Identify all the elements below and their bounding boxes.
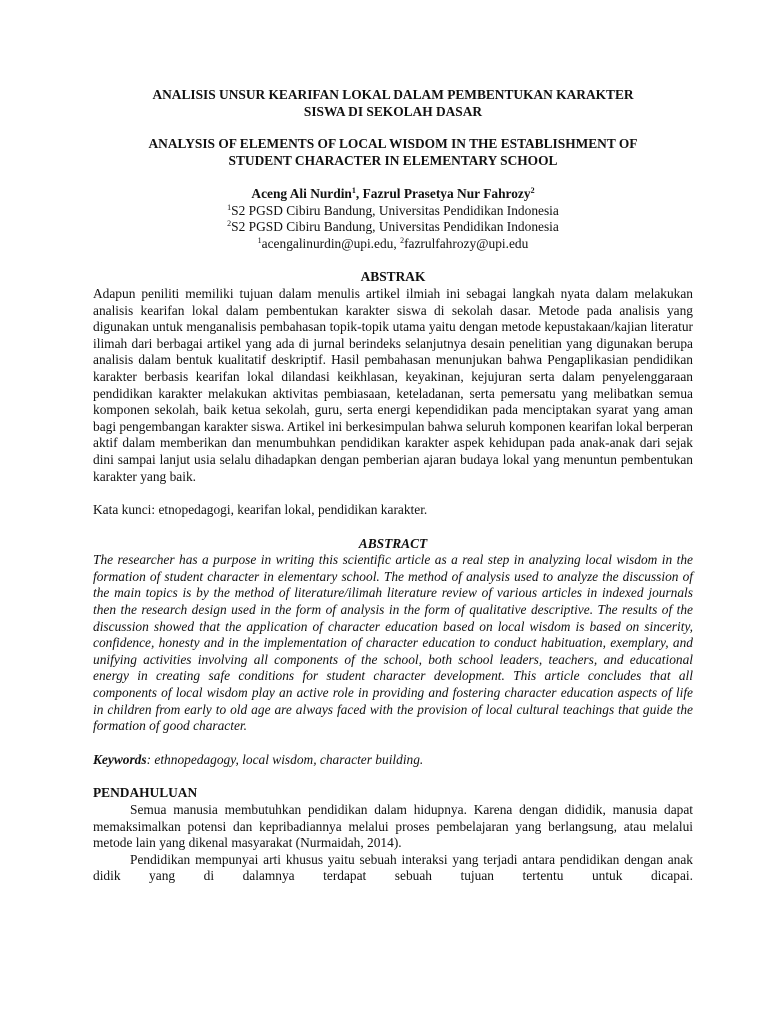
author-separator: ,: [355, 186, 363, 201]
email-2: fazrulfahrozy@upi.edu: [404, 235, 529, 251]
affiliation-2: [93, 219, 693, 236]
title-indonesian-line1: ANALISIS UNSUR KEARIFAN LOKAL DALAM PEMBENTUKAN KARAKTER: [152, 87, 634, 102]
affiliation-2-sup: 2: [227, 219, 232, 229]
abstract-body: The researcher has a purpose in writing this scientific article as a real step in analyzing local wisdom in the formation of student character in elementary school. The method of analysis used to analyze the discussion of the main topics is by the method of literature/ilimah literature review of various articles in indexed journals then the research design used in the form of analysis in the form of qualitative descriptive. The results of the discussion showed that the application of character education based on local wisdom is based on sincerity, confidence, honesty and in the implementation of character education to conduct habituation, exemplary, and unifying activities involving all components of the school, both school leaders, teachers, and educational energy in creating safe conditions for student character development. This article concludes that all components of local wisdom play an active role in providing and fostering character education aspects of life in children from early to old age are always faced with the provision of local cultural teachings that guide the formation of good character.: [93, 552, 693, 734]
email-line: [93, 236, 693, 253]
abstract-keywords-label: Keywords: [93, 751, 147, 767]
abstract-heading: ABSTRACT: [358, 535, 428, 551]
affiliation-1-sup: 1: [227, 202, 232, 212]
title-indonesian: [93, 87, 693, 120]
author-2: Fazrul Prasetya Nur Fahrozy: [362, 186, 531, 201]
title-english-line2: STUDENT CHARACTER IN ELEMENTARY SCHOOL: [228, 152, 558, 168]
pendahuluan-heading: PENDAHULUAN: [93, 785, 198, 801]
abstrak-keywords: Kata kunci: etnopedagogi, kearifan lokal, pendidikan karakter.: [93, 502, 428, 518]
title-english-line1: ANALYSIS OF ELEMENTS OF LOCAL WISDOM IN THE ESTABLISHMENT OF: [148, 136, 638, 151]
pendahuluan-para-1: Semua manusia membutuhkan pendidikan dalam hidupnya. Karena dengan dididik, manusia dapat memaksimalkan potensi dan kepribadiannya melalui proses pembelajaran yang berlangsung, atau melalui metode lain yang dikenal masyarakat (Nurmaidah, 2014).: [93, 802, 693, 851]
author-2-sup: 2: [530, 186, 535, 195]
email-1: acengalinurdin@upi.edu,: [261, 235, 401, 251]
abstract-keywords-text: : ethnopedagogy, local wisdom, character building.: [146, 751, 424, 767]
affiliation-1: [93, 203, 693, 220]
email-1-sup: 1: [257, 235, 262, 245]
author-1: Aceng Ali Nurdin: [251, 186, 352, 201]
title-english: [93, 136, 693, 169]
author-1-sup: 1: [351, 186, 356, 195]
affiliation-2-text: S2 PGSD Cibiru Bandung, Universitas Pendidikan Indonesia: [231, 219, 559, 235]
paper-page: [93, 87, 693, 885]
email-2-sup: 2: [400, 235, 405, 245]
abstract-keywords: [93, 752, 693, 769]
author-line: [93, 186, 693, 203]
title-indonesian-line2: SISWA DI SEKOLAH DASAR: [303, 103, 483, 119]
abstrak-body: Adapun peniliti memiliki tujuan dalam menulis artikel ilmiah ini sebagai langkah nyata dalam melakukan analisis kearifan lokal dalam pembentukan karakter siswa di sekolah dasar. Metode pada analisis yang digunakan untuk menganalisis pembahasan topik-topik utama yaitu dengan metode kepustakaan/kajian literatur ilimah dari berbagai artikel yang ada di jurnal berindeks selanjutnya desain penelitian yang digunakan berupa analisis dalam bentuk kualitatif deskriptif. Hasil pembahasan menunjukan bahwa Pengaplikasian pendidikan karakter berbasis kearifan lokal dilandasi keikhlasan, keyakinan, kejujuran serta dalam penyelenggaraan pendidikan karakter melakukan aktivitas pembiasaan, keteladanan, serta pemersatu yang melibatkan semua komponen sekolah, baik ketua sekolah, guru, serta energi kependidikan pada menciptakan syarat yang aman bagi pengembangan karakter siswa. Artikel ini berkesimpulan bahwa seluruh komponen kearifan lokal berperan aktif dalam memberikan dan menumbuhkan pendidikan karakter aspek kehidupan pada anak-anak dari sejak dini sampai lanjut usia selalu dihadapkan dengan pemberian ajaran budaya lokal yang menuntun pembentukan karakter yang baik.: [93, 285, 693, 484]
pendahuluan-para-2: Pendidikan mempunyai arti khusus yaitu sebuah interaksi yang terjadi antara pendidikan dengan anak didik yang di dalamnya terdapat sebuah tujuan tertentu untuk dicapai.: [93, 851, 693, 884]
abstrak-heading: ABSTRAK: [360, 269, 426, 285]
affiliation-1-text: S2 PGSD Cibiru Bandung, Universitas Pendidikan Indonesia: [231, 202, 559, 218]
